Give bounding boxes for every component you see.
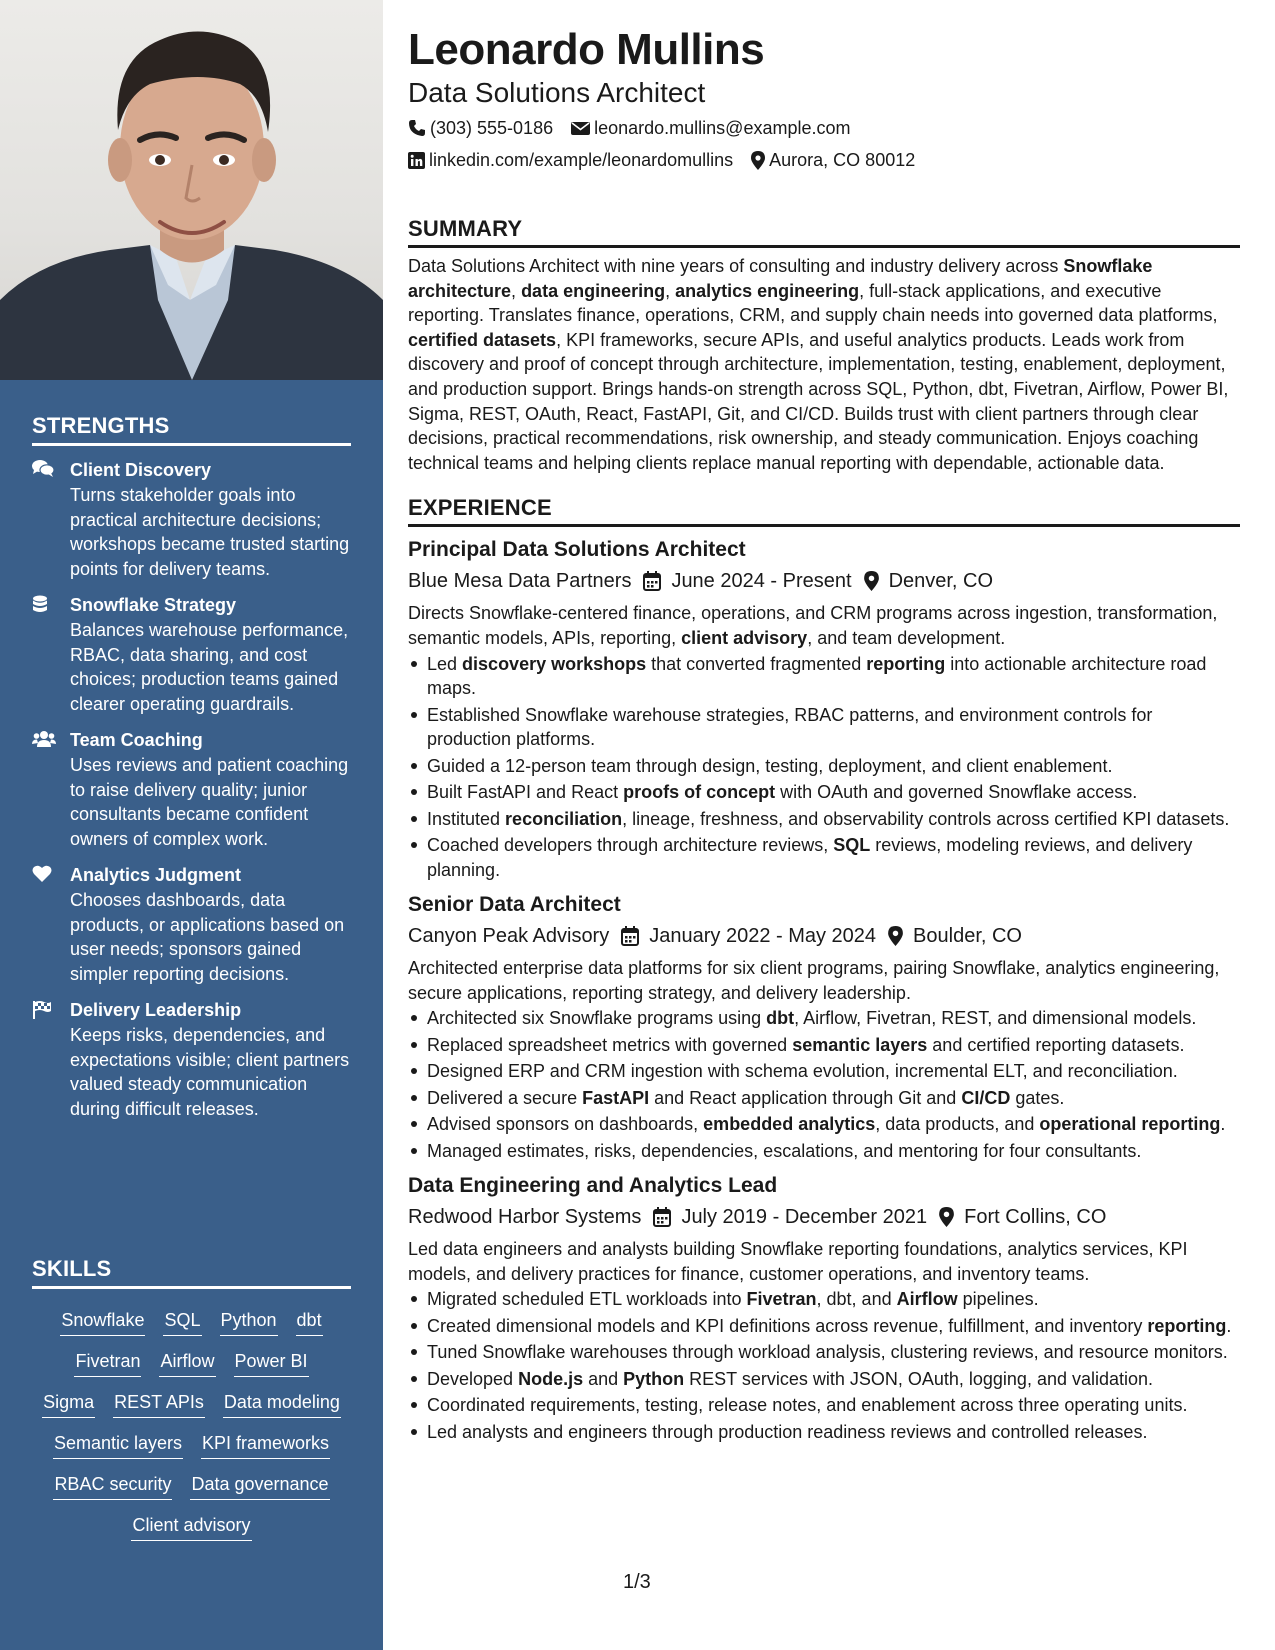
bullet-bold: FastAPI — [582, 1087, 650, 1108]
company-name: Blue Mesa Data Partners — [408, 570, 632, 593]
strength-item — [32, 863, 351, 986]
bullet-span: Coordinated requirements, testing, release notes, and enablement across three operating units. — [427, 1395, 1188, 1416]
bullet-item — [408, 1420, 1240, 1445]
skill-tag: dbt — [296, 1308, 323, 1336]
skills-list — [32, 1295, 351, 1541]
bullet-span: . — [1226, 1315, 1232, 1336]
candidate-name: Leonardo Mullins — [408, 25, 765, 74]
summary-span: , KPI frameworks, secure APIs, and useful analytics products. Leads work from discovery and proof of concept through architecture, implementation, testing, enablement, deployment, and production support. Brings hands-on strength across SQL, Python, dbt, Fivetran, Airflow, Power BI, Sigma, REST, OAuth, React, FastAPI, Git, and CI/CD. Builds trust with client partners through clear decisions, practical recommendations, risk ownership, and steady communication. Enjoys coaching technical teams and helping clients replace manual reporting with dependable, actionable data. — [408, 329, 1229, 473]
bullet-span: Created dimensional models and KPI definitions across revenue, fulfillment, and inventory — [427, 1315, 1148, 1336]
job-meta — [408, 565, 1240, 597]
location-item — [751, 144, 915, 176]
strength-body: Turns stakeholder goals into practical architecture decisions; workshops became trusted starting points for delivery teams. — [70, 485, 350, 579]
skill-tag: KPI frameworks — [201, 1431, 330, 1459]
desc-span: , and team development. — [807, 627, 1006, 648]
phone-icon — [408, 119, 426, 137]
company-name: Canyon Peak Advisory — [408, 925, 610, 948]
bullet-item — [408, 1393, 1240, 1418]
bullet-span: Led analysts and engineers through production readiness reviews and controlled releases. — [427, 1421, 1148, 1442]
bullet-span: Guided a 12-person team through design, testing, deployment, and client enablement. — [427, 755, 1113, 776]
desc-span: Directs Snowflake-centered finance, operations, and CRM programs across ingestion, transformation, semantic models, APIs, reporting, — [408, 603, 1218, 648]
candidate-title: Data Solutions Architect — [408, 77, 706, 108]
strengths-heading: STRENGTHS — [32, 413, 351, 446]
database-icon — [32, 595, 54, 615]
profile-photo — [0, 0, 383, 380]
strength-title: Client Discovery — [70, 460, 212, 480]
bullet-item — [408, 1314, 1240, 1339]
bullet-span: into actionable architecture road maps. — [427, 653, 1207, 699]
summary-bold: data engineering — [521, 280, 666, 301]
location-text: Aurora, CO 80012 — [769, 150, 916, 170]
bullet-span: with OAuth and governed Snowflake access. — [775, 782, 1138, 803]
bullet-span: and — [583, 1368, 624, 1389]
job-title: Senior Data Architect — [408, 893, 621, 917]
bullet-span: Migrated scheduled ETL workloads into — [427, 1289, 747, 1310]
dates-text: January 2022 - May 2024 — [649, 925, 877, 948]
envelope-icon — [571, 121, 590, 136]
bullet-span: , lineage, freshness, and observability controls across certified KPI datasets. — [622, 808, 1230, 829]
job-title: Data Engineering and Analytics Lead — [408, 1174, 778, 1198]
desc-span: Led data engineers and analysts building Snowflake reporting foundations, analytics services, KPI models, and delivery practices for finance, customer operations, and inventory teams. — [408, 1239, 1188, 1284]
phone-text: (303) 555-0186 — [430, 118, 554, 138]
summary-span: Data Solutions Architect with nine years of consulting and industry delivery across — [408, 256, 1064, 276]
job-bullets — [408, 1287, 1240, 1444]
users-icon — [32, 730, 54, 750]
summary-section — [408, 216, 1240, 475]
job-location — [864, 565, 993, 597]
skill-tag: Python — [220, 1308, 278, 1336]
strength-item — [32, 998, 351, 1121]
skill-tag: Power BI — [234, 1349, 309, 1377]
job-dates — [621, 920, 876, 952]
bullet-item — [408, 652, 1240, 701]
bullet-span: Led — [427, 653, 463, 674]
job-meta — [408, 1201, 1240, 1233]
location-text: Fort Collins, CO — [964, 1206, 1107, 1229]
summary-bold: analytics engineering — [675, 280, 860, 301]
bullet-span: Advised sponsors on dashboards, — [427, 1114, 704, 1135]
bullet-span: , data products, and — [875, 1114, 1040, 1135]
bullet-span: Coached developers through architecture reviews, — [427, 835, 834, 856]
map-marker-icon — [939, 1207, 954, 1227]
bullet-span: pipelines. — [957, 1289, 1039, 1310]
strength-body: Chooses dashboards, data products, or applications based on user needs; sponsors gained simpler reporting decisions. — [70, 890, 345, 984]
summary-bold: Snowflake architecture — [408, 256, 1153, 301]
desc-bold: client advisory — [681, 627, 808, 648]
strength-body: Balances warehouse performance, RBAC, data sharing, and cost choices; production teams gained clearer operating guardrails. — [70, 620, 349, 714]
bullet-item — [408, 1086, 1240, 1111]
bullet-bold: SQL — [833, 835, 871, 856]
bullet-item — [408, 1033, 1240, 1058]
job-location — [939, 1201, 1106, 1233]
flag-checkered-icon — [32, 1000, 54, 1020]
bullet-span: Replaced spreadsheet metrics with governed — [427, 1034, 793, 1055]
skill-tag: Semantic layers — [53, 1431, 183, 1459]
bullet-bold: embedded analytics — [703, 1114, 876, 1135]
skill-tag: Airflow — [159, 1349, 215, 1377]
bullet-item — [408, 1367, 1240, 1392]
page-number: 1/3 — [623, 1571, 651, 1593]
bullet-bold: CI/CD — [961, 1087, 1011, 1108]
bullet-item — [408, 780, 1240, 805]
strength-title: Delivery Leadership — [70, 1000, 242, 1020]
dates-text: July 2019 - December 2021 — [681, 1206, 928, 1229]
job-dates — [643, 565, 851, 597]
bullet-span: . — [1220, 1114, 1226, 1135]
skill-tag: Snowflake — [60, 1308, 145, 1336]
bullet-item — [408, 1059, 1240, 1084]
calendar-icon — [643, 571, 661, 591]
sidebar — [0, 0, 383, 1650]
experience-section — [408, 495, 1240, 1444]
desc-span: Architected enterprise data platforms for six client programs, pairing Snowflake, analytics engineering, secure applications, reporting strategy, and delivery leadership. — [408, 958, 1220, 1003]
bullet-bold: operational reporting — [1039, 1114, 1221, 1135]
skill-tag: SQL — [163, 1308, 201, 1336]
skills-section — [32, 1256, 351, 1541]
bullet-item — [408, 1139, 1240, 1164]
bullet-bold: Node.js — [518, 1368, 584, 1389]
phone-item[interactable] — [408, 112, 553, 144]
bullet-span: Established Snowflake warehouse strategies, RBAC patterns, and environment controls for production platforms. — [427, 704, 1153, 750]
job-bullets — [408, 1006, 1240, 1163]
job-entry — [408, 535, 1240, 882]
summary-heading: SUMMARY — [408, 216, 1240, 248]
bullet-span: and certified reporting datasets. — [927, 1034, 1185, 1055]
summary-text — [408, 254, 1240, 475]
job-description — [408, 601, 1240, 650]
bullet-span: that converted fragmented — [646, 653, 867, 674]
bullet-span: and React application through Git and — [649, 1087, 962, 1108]
skill-tag: REST APIs — [113, 1390, 205, 1418]
comments-icon — [32, 460, 54, 480]
map-marker-icon — [864, 571, 879, 591]
bullet-bold: Python — [623, 1368, 685, 1389]
bullet-item — [408, 1112, 1240, 1137]
bullet-span: Delivered a secure — [427, 1087, 583, 1108]
bullet-span: Instituted — [427, 808, 506, 829]
summary-span: , full-stack applications, and executive reporting. Translates finance, operations, CRM, and supply chain needs into governed data platforms, — [408, 280, 1218, 326]
strength-body: Uses reviews and patient coaching to raise delivery quality; junior consultants became confident owners of complex work. — [70, 755, 349, 849]
bullet-span: gates. — [1010, 1087, 1065, 1108]
job-meta — [408, 920, 1240, 952]
skill-tag: Sigma — [42, 1390, 95, 1418]
contact-row — [408, 144, 1240, 176]
strength-title: Team Coaching — [70, 730, 203, 750]
bullet-bold: dbt — [766, 1008, 795, 1029]
job-title: Principal Data Solutions Architect — [408, 538, 746, 562]
email-text: leonardo.mullins@example.com — [594, 118, 851, 138]
dates-text: June 2024 - Present — [671, 570, 852, 593]
linkedin-text: linkedin.com/example/leonardomullins — [429, 150, 734, 170]
skill-tag: RBAC security — [53, 1472, 172, 1500]
heart-icon — [32, 865, 54, 885]
bullet-span: Built FastAPI and React — [427, 782, 624, 803]
experience-heading: EXPERIENCE — [408, 495, 1240, 527]
strength-item — [32, 728, 351, 851]
summary-span: , — [511, 280, 522, 301]
portrait-illustration — [0, 0, 383, 380]
bullet-bold: discovery workshops — [462, 653, 647, 674]
bullet-span: Designed ERP and CRM ingestion with schema evolution, incremental ELT, and reconciliation. — [427, 1061, 1178, 1082]
job-dates — [653, 1201, 927, 1233]
skill-tag: Fivetran — [74, 1349, 141, 1377]
bullet-span: Architected six Snowflake programs using — [427, 1008, 767, 1029]
skill-tag: Data modeling — [223, 1390, 341, 1418]
bullet-bold: semantic layers — [792, 1034, 928, 1055]
bullet-span: Managed estimates, risks, dependencies, escalations, and mentoring for four consultants. — [427, 1140, 1142, 1161]
bullet-bold: reconciliation — [505, 808, 623, 829]
calendar-icon — [653, 1207, 671, 1227]
bullet-item — [408, 1287, 1240, 1312]
job-location — [888, 920, 1022, 952]
bullet-item — [408, 703, 1240, 752]
job-description — [408, 956, 1240, 1005]
bullet-bold: reporting — [1147, 1315, 1227, 1336]
skills-heading: SKILLS — [32, 1256, 351, 1289]
email-item[interactable] — [571, 112, 850, 144]
bullet-item — [408, 754, 1240, 779]
map-marker-icon — [888, 926, 903, 946]
strength-body: Keeps risks, dependencies, and expectations visible; client partners valued steady communication during difficult releases. — [70, 1025, 350, 1119]
bullet-item — [408, 807, 1240, 832]
job-bullets — [408, 652, 1240, 883]
location-text: Boulder, CO — [913, 925, 1022, 948]
bullet-bold: Fivetran — [746, 1289, 817, 1310]
location-text: Denver, CO — [888, 570, 994, 593]
bullet-span: , dbt, and — [816, 1289, 897, 1310]
bullet-bold: proofs of concept — [623, 782, 776, 803]
linkedin-item[interactable] — [408, 144, 733, 176]
strength-item — [32, 593, 351, 716]
job-entry — [408, 1171, 1240, 1444]
strength-title: Analytics Judgment — [70, 865, 242, 885]
bullet-span: REST services with JSON, OAuth, logging, and validation. — [684, 1368, 1154, 1389]
main-content — [408, 0, 1240, 1446]
strength-item — [32, 458, 351, 581]
job-description — [408, 1237, 1240, 1286]
summary-bold: certified datasets — [408, 329, 557, 350]
strength-title: Snowflake Strategy — [70, 595, 237, 615]
bullet-span: , Airflow, Fivetran, REST, and dimensional models. — [794, 1008, 1197, 1029]
summary-span: , — [665, 280, 676, 301]
bullet-item — [408, 1006, 1240, 1031]
contact-row — [408, 112, 1240, 144]
linkedin-icon — [408, 152, 425, 169]
map-marker-icon — [751, 151, 765, 170]
skill-tag: Client advisory — [131, 1513, 251, 1541]
strengths-section — [32, 413, 351, 1121]
bullet-item — [408, 1340, 1240, 1365]
bullet-item — [408, 833, 1240, 882]
job-entry — [408, 890, 1240, 1163]
calendar-icon — [621, 926, 639, 946]
bullet-bold: Airflow — [896, 1289, 958, 1310]
skill-tag: Data governance — [190, 1472, 329, 1500]
company-name: Redwood Harbor Systems — [408, 1206, 642, 1229]
bullet-span: Tuned Snowflake warehouses through workload analysis, clustering reviews, and resource monitors. — [427, 1342, 1228, 1363]
bullet-span: Developed — [427, 1368, 519, 1389]
bullet-span: reviews, modeling reviews, and delivery planning. — [427, 835, 1193, 880]
bullet-bold: reporting — [866, 653, 946, 674]
